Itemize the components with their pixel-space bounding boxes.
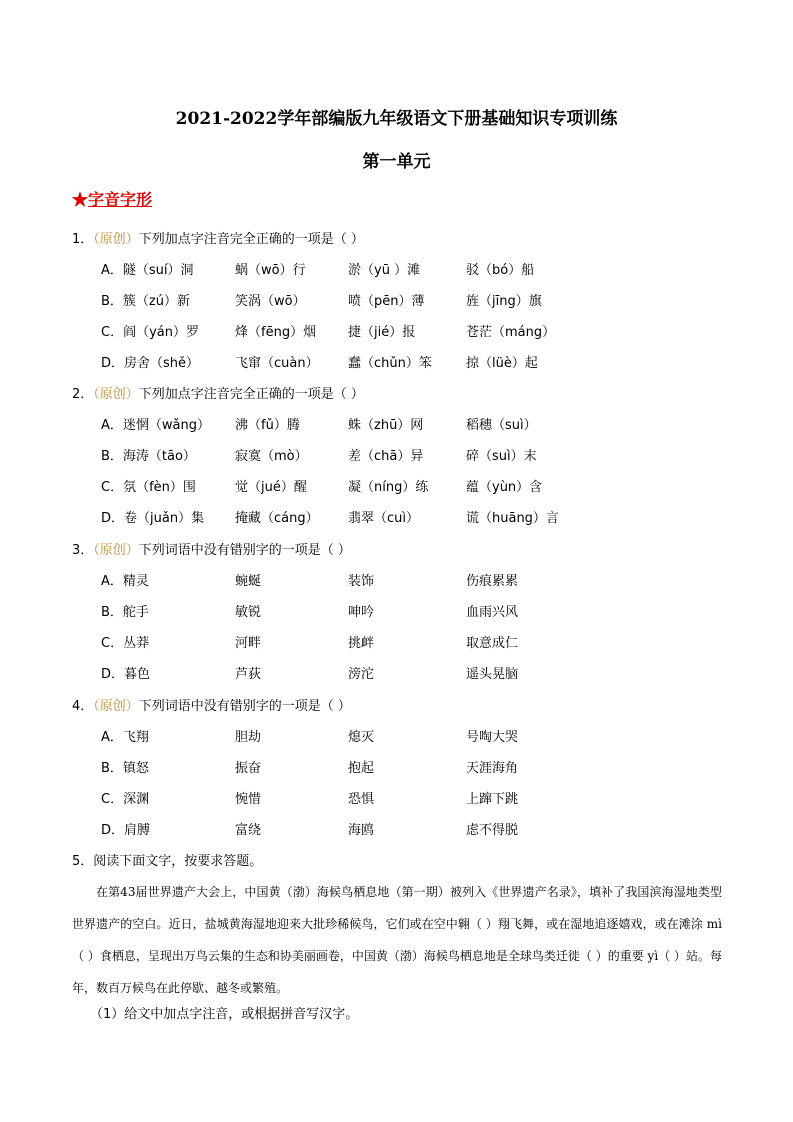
option-d-item-3: 滂沱 xyxy=(348,667,375,682)
option-c-item-2: 河畔 xyxy=(235,636,262,651)
option-d-item-1: D．房舍（shě） xyxy=(101,356,200,371)
star-icon: ★ xyxy=(72,190,89,209)
option-a-item-1: A．精灵 xyxy=(101,574,149,589)
option-b-item-2: 寂寞（mò） xyxy=(235,449,308,464)
option-d-item-4: 遥头晃脑 xyxy=(466,667,519,682)
option-a-item-4: 号啕大哭 xyxy=(466,730,519,745)
option-d-item-3: 翡翠（cuì） xyxy=(348,511,419,526)
option-a-item-3: 装饰 xyxy=(348,574,375,589)
option-a-item-4: 稻穗（suì） xyxy=(466,418,537,433)
question-number: 4． xyxy=(72,699,94,714)
option-d-item-1: D．暮色 xyxy=(101,667,151,682)
option-d-item-2: 掩藏（cáng） xyxy=(235,511,319,526)
option-c-item-1: C．丛莽 xyxy=(101,636,150,651)
question-4-stem xyxy=(72,695,351,714)
option-b-item-1: B．舵手 xyxy=(101,605,149,620)
unit-subtitle: 第一单元 xyxy=(362,152,431,172)
option-a-item-3: 淤（yū ）滩 xyxy=(348,263,421,278)
option-d-item-2: 芦荻 xyxy=(235,667,262,682)
question-text: 下列加点字注音完全正确的一项是（ ） xyxy=(138,387,364,402)
option-a-item-3: 熄灭 xyxy=(348,730,375,745)
option-c-item-3: 恐惧 xyxy=(348,792,375,807)
option-a-item-1: A．飞翔 xyxy=(101,730,149,745)
option-b-item-2: 振奋 xyxy=(235,761,262,776)
question-number: 3． xyxy=(72,543,94,558)
option-d-item-4: 掠（lüè）起 xyxy=(466,356,538,371)
reading-passage: 在第43届世界遗产大会上，中国黄（渤）海候鸟栖息地（第一期）被列入《世界遗产名录》，填补了我国滨海湿地类型世界遗产的空白。近日，盐城黄海湿地迎来大批珍稀候鸟，它们或在空中翱（ ）翔飞舞，或在湿地追逐嬉戏，或在滩涂 mì（ ）食栖息，呈现出万鸟云集的生态和协美丽画卷，中国黄（渤）海候鸟栖息地是全球鸟类迁徙（ ）的重要 yì（ ）站。每年，数百万候鸟在此停歇、越冬或繁殖。 xyxy=(72,885,722,995)
option-c-item-1: C．阎（yán）罗 xyxy=(101,325,199,340)
option-a-item-2: 沸（fǔ）腾 xyxy=(235,418,300,433)
option-b-item-1: B．海涛（tāo） xyxy=(101,449,196,464)
option-b-item-1: B．镇怒 xyxy=(101,761,149,776)
option-c-item-3: 捷（jié）报 xyxy=(348,325,416,340)
question-5-subquestion: （1）给文中加点字注音，或根据拼音写汉字。 xyxy=(90,1007,359,1022)
option-c-item-1: C．氛（fèn）围 xyxy=(101,480,196,495)
option-a-item-1: A．迷惘（wǎng） xyxy=(101,418,210,433)
question-number: 1． xyxy=(72,232,94,247)
question-5-stem: 5．阅读下面文字，按要求答题。 xyxy=(72,854,263,869)
option-b-item-4: 血雨兴风 xyxy=(466,605,519,620)
option-b-item-2: 笑涡（wō） xyxy=(235,294,306,309)
option-a-item-1: A．隧（suí）洞 xyxy=(101,263,194,278)
option-d-item-1: D．卷（juǎn）集 xyxy=(101,511,205,526)
option-d-item-3: 海鸥 xyxy=(348,823,375,838)
option-d-item-2: 富绕 xyxy=(235,823,262,838)
option-b-item-1: B．簇（zú）新 xyxy=(101,294,190,309)
option-c-item-2: 烽（fēng）烟 xyxy=(235,325,317,340)
original-tag: （原创） xyxy=(93,543,139,558)
original-tag: （原创） xyxy=(93,387,139,402)
option-c-item-4: 上蹿下跳 xyxy=(466,792,519,807)
option-b-item-3: 抱起 xyxy=(348,761,375,776)
option-a-item-4: 驳（bó）船 xyxy=(466,263,535,278)
section-title: 字音字形 xyxy=(88,190,153,209)
option-b-item-4: 旌（jīng）旗 xyxy=(466,294,542,309)
option-c-item-1: C．深渊 xyxy=(101,792,150,807)
option-d-item-2: 飞窜（cuàn） xyxy=(235,356,319,371)
option-a-item-2: 蜿蜒 xyxy=(235,574,262,589)
option-d-item-4: 谎（huāng）言 xyxy=(466,511,559,526)
original-tag: （原创） xyxy=(93,232,139,247)
option-b-item-3: 差（chā）异 xyxy=(348,449,424,464)
option-d-item-3: 蠢（chǔn）笨 xyxy=(348,356,432,371)
option-b-item-3: 喷（pēn）薄 xyxy=(348,294,425,309)
option-d-item-1: D．肩膊 xyxy=(101,823,151,838)
option-c-item-2: 觉（jué）醒 xyxy=(235,480,307,495)
option-c-item-4: 取意成仁 xyxy=(466,636,519,651)
document-title: 2021-2022学年部编版九年级语文下册基础知识专项训练 xyxy=(175,109,618,129)
option-a-item-3: 蛛（zhū）网 xyxy=(348,418,424,433)
option-c-item-2: 惋惜 xyxy=(235,792,262,807)
option-b-item-3: 呻吟 xyxy=(348,605,375,620)
question-2-stem xyxy=(72,383,364,402)
option-d-item-4: 虑不得脱 xyxy=(466,823,519,838)
section-heading xyxy=(72,187,152,210)
option-c-item-3: 挑衅 xyxy=(348,636,375,651)
question-3-stem xyxy=(72,539,351,558)
option-b-item-4: 碎（suì）末 xyxy=(466,449,537,464)
option-c-item-3: 凝（níng）练 xyxy=(348,480,429,495)
option-b-item-2: 敏锐 xyxy=(235,605,262,620)
option-a-item-2: 胆劫 xyxy=(235,730,262,745)
question-text: 下列词语中没有错别字的一项是（ ） xyxy=(138,543,351,558)
option-c-item-4: 蕴（yùn）含 xyxy=(466,480,543,495)
option-a-item-4: 伤痕累累 xyxy=(466,574,519,589)
original-tag: （原创） xyxy=(93,699,139,714)
question-number: 2． xyxy=(72,387,94,402)
option-b-item-4: 天涯海角 xyxy=(466,761,519,776)
question-text: 下列加点字注音完全正确的一项是（ ） xyxy=(138,232,364,247)
question-text: 下列词语中没有错别字的一项是（ ） xyxy=(138,699,351,714)
question-1-stem xyxy=(72,228,364,247)
option-a-item-2: 蜗（wō）行 xyxy=(235,263,306,278)
option-c-item-4: 苍茫（máng） xyxy=(466,325,556,340)
